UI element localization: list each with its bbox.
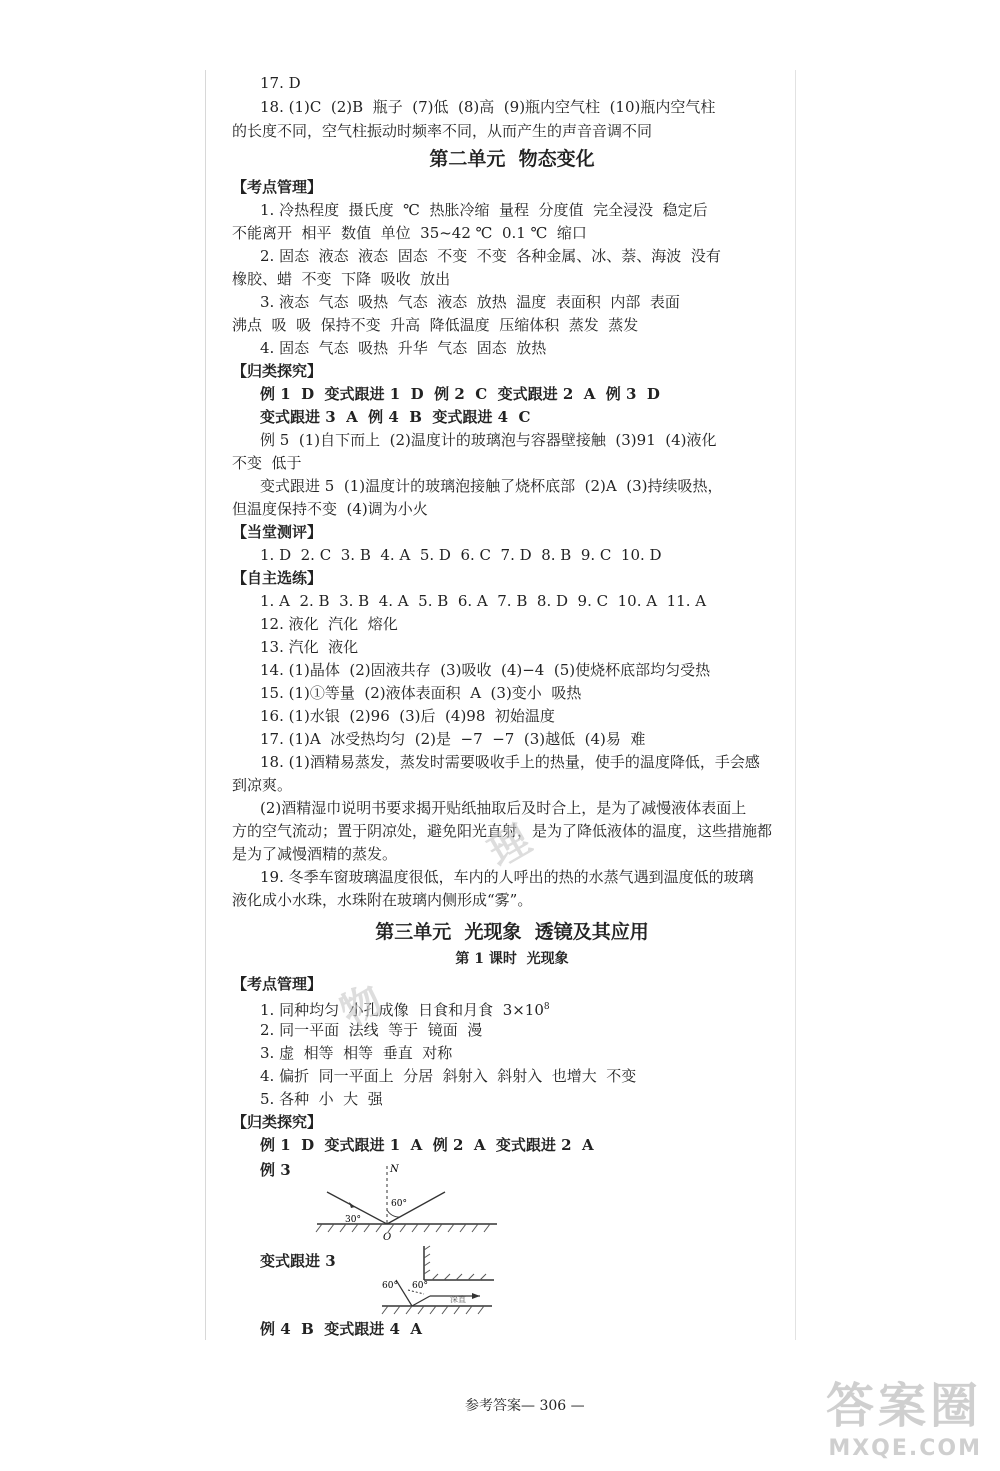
- unit-title: 第三单元 光现象 透镜及其应用: [375, 921, 649, 943]
- answer-line: 变式跟进 5 (1)温度计的玻璃泡接触了烧杯底部 (2)A (3)持续吸热，: [260, 477, 723, 495]
- section-heading: 【归类探究】: [232, 1113, 323, 1131]
- mirror-diagram: [372, 1240, 532, 1320]
- answer-line: 16. (1)水银 (2)96 (3)后 (4)98 初始温度: [260, 707, 555, 725]
- answer-line: 18. (1)C (2)B 瓶子 (7)低 (8)高 (9)瓶内空气柱 (10)瓶内空气柱: [260, 98, 716, 116]
- answer-line: 方的空气流动；置于阴凉处，避免阳光直射，是为了降低液体的温度，这些措施都: [232, 822, 773, 840]
- answer-line: 例 3: [260, 1161, 291, 1179]
- watermark-title: 答案圈: [825, 1378, 982, 1434]
- answer-line: 但温度保持不变 (4)调为小火: [232, 500, 428, 518]
- normal-label: N: [390, 1164, 399, 1175]
- answer-line: 17. (1)A 冰受热均匀 (2)是 −7 −7 (3)越低 (4)易 难: [260, 730, 646, 748]
- answer-line: 13. 汽化 液化: [260, 638, 359, 656]
- angle-label-30: 30°: [345, 1215, 361, 1225]
- incident-ray: [396, 1280, 412, 1306]
- answer-line: 是为了减慢酒精的蒸发。: [232, 845, 398, 863]
- answer-line: 15. (1)①等量 (2)液体表面积 A (3)变小 吸热: [260, 684, 582, 702]
- answer-line: 例 5 (1)自下而上 (2)温度计的玻璃泡与容器壁接触 (3)91 (4)液化: [260, 431, 717, 449]
- page-edge-right: [795, 70, 796, 1340]
- answer-line: 17. D: [260, 74, 301, 92]
- answer-line: 不变 低于: [232, 454, 302, 472]
- answer-line: 4. 固态 气态 吸热 升华 气态 固态 放热: [260, 339, 547, 357]
- answer-line: 3. 虚 相等 相等 垂直 对称: [260, 1044, 453, 1062]
- answer-line: 14. (1)晶体 (2)固液共存 (3)吸收 (4)−4 (5)使烧杯底部均匀受热: [260, 661, 711, 679]
- watermark-stamp: 理: [480, 815, 539, 877]
- unit-title: 第二单元 物态变化: [429, 148, 595, 170]
- reflected-ray: [412, 1296, 430, 1306]
- answer-line: 2. 同一平面 法线 等于 镜面 漫: [260, 1021, 483, 1039]
- page-footer: 参考答案— 306 —: [465, 1398, 585, 1414]
- point-o-label: O: [383, 1232, 392, 1242]
- angle-label-60: 60°: [391, 1199, 407, 1209]
- answer-line: 3. 液态 气态 吸热 气态 液态 放热 温度 表面积 内部 表面: [260, 293, 680, 311]
- answer-line: 4. 偏折 同一平面上 分居 斜射入 斜射入 也增大 不变: [260, 1067, 637, 1085]
- angle-arc: [387, 1210, 399, 1217]
- answer-line: 到凉爽。: [232, 776, 293, 794]
- output-arrow: [472, 1293, 480, 1299]
- answer-line: 不能离开 相平 数值 单位 35~42 ℃ 0.1 ℃ 缩口: [232, 224, 587, 242]
- reflection-diagram: [307, 1162, 507, 1242]
- answer-line: 例 4 B 变式跟进 4 A: [260, 1320, 422, 1338]
- answer-line: 沸点 吸 吸 保持不变 升高 降低温度 压缩体积 蒸发 蒸发: [232, 316, 639, 334]
- section-heading: 【自主选练】: [232, 569, 323, 587]
- answer-line: 例 1 D 变式跟进 1 A 例 2 A 变式跟进 2 A: [260, 1136, 594, 1154]
- incident-arrow: [349, 1202, 355, 1208]
- answer-line: 2. 固态 液态 液态 固态 不变 不变 各种金属、冰、萘、海波 没有: [260, 247, 721, 265]
- watermark-url: MXQE.COM: [828, 1436, 982, 1461]
- answer-line: 橡胶、蜡 不变 下降 吸收 放出: [232, 270, 451, 288]
- answer-line: 的长度不同，空气柱振动时频率不同，从而产生的声音音调不同: [232, 122, 653, 140]
- answer-line: 12. 液化 汽化 熔化: [260, 615, 398, 633]
- page-edge-left: [205, 70, 206, 1340]
- answer-line: 1. 冷热程度 摄氏度 ℃ 热胀冷缩 量程 分度值 完全浸没 稳定后: [260, 201, 708, 219]
- lesson-title: 第 1 课时 光现象: [455, 951, 569, 967]
- section-heading: 【考点管理】: [232, 975, 323, 993]
- answer-line: (2)酒精湿巾说明书要求揭开贴纸抽取后及时合上，是为了减慢液体表面上: [260, 799, 747, 817]
- answer-line: 19. 冬季车窗玻璃温度很低，车内的人呼出的热的水蒸气遇到温度低的玻璃: [260, 868, 754, 886]
- watermark-stamp: 物: [332, 975, 391, 1037]
- section-heading: 【归类探究】: [232, 362, 323, 380]
- answer-line: 1. 同种均匀 小孔成像 日食和月食 $3\times 10^8$: [260, 1001, 550, 1019]
- answer-line: 5. 各种 小 大 强: [260, 1090, 383, 1108]
- answer-line: 18. (1)酒精易蒸发，蒸发时需要吸收手上的热量，使手的温度降低，手会感: [260, 753, 760, 771]
- angle-label-60a: 60°: [382, 1281, 398, 1291]
- answer-line: 1. A 2. B 3. B 4. A 5. B 6. A 7. B 8. D 9. C 10. A 11. A: [260, 592, 707, 610]
- diagram-label: 深直: [450, 1295, 466, 1304]
- answer-line: 液化成小水珠，水珠附在玻璃内侧形成“雾”。: [232, 891, 533, 909]
- angle-label-60b: 60°: [412, 1281, 428, 1291]
- section-heading: 【考点管理】: [232, 178, 323, 196]
- answer-line: 1. D 2. C 3. B 4. A 5. D 6. C 7. D 8. B 9. C 10. D: [260, 546, 662, 564]
- answer-line: 变式跟进 3: [260, 1252, 336, 1270]
- mirror-hatching: [316, 1224, 490, 1232]
- answer-line: 变式跟进 3 A 例 4 B 变式跟进 4 C: [260, 408, 531, 426]
- answer-line: 例 1 D 变式跟进 1 D 例 2 C 变式跟进 2 A 例 3 D: [260, 385, 660, 403]
- site-watermark: [826, 1367, 982, 1461]
- section-heading: 【当堂测评】: [232, 523, 323, 541]
